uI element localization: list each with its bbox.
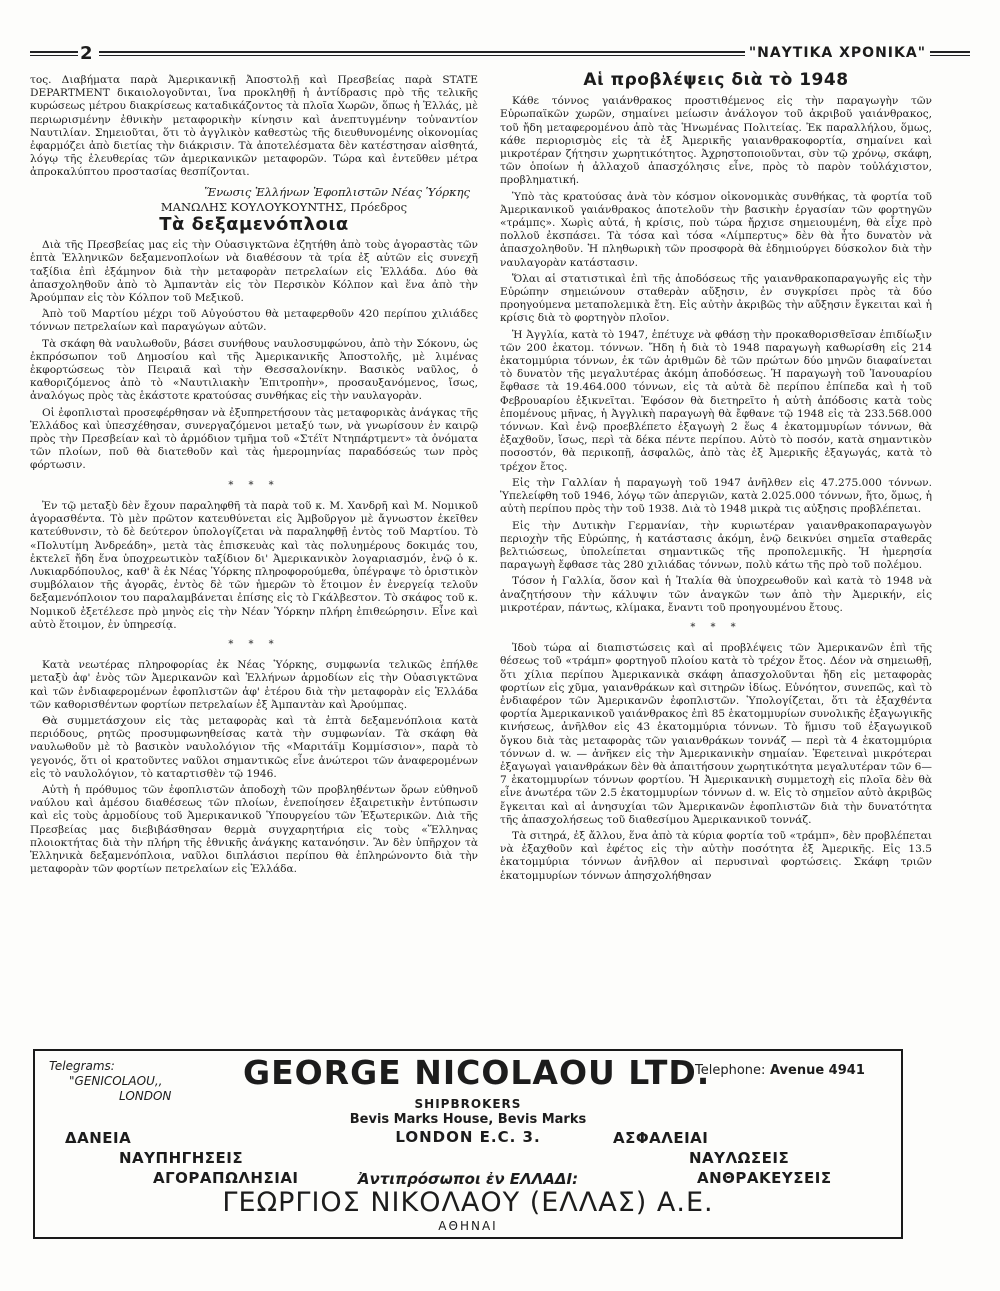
- masthead: "ΝΑΥΤΙΚΑ ΧΡΟΝΙΚΑ": [748, 45, 926, 61]
- article-paragraph: Εἰς τὴν Δυτικὴν Γερμανίαν, τὴν κυριωτέραν γαιανθρακοπαραγωγὸν περιοχὴν τῆς Εὐρώπης, ἡ κατάστασις ἀκόμη, ἐνῷ δεικνύει σημεῖα σταθερᾶς βελτιώσεως, ὑπολείπεται σημαντικῶς τῆς προπολεμικῆς. Ἡ ἡμερησία παραγωγὴ ἔφθασε τὰς 280 χιλιάδας τόννων, πολὺ κάτω τῆς πρὸ τοῦ πολέμου.: [500, 519, 932, 572]
- company-address: Bevis Marks House, Bevis Marks: [349, 1112, 587, 1127]
- signature-name: ΜΑΝΩΛΗΣ ΚΟΥΛΟΥΚΟΥΝΤΗΣ, Πρόεδρος: [160, 199, 408, 214]
- right-column: [500, 70, 932, 886]
- signature-organization: Ἕνωσις Ἑλλήνων Ἐφοπλιστῶν Νέας Ὑόρκης: [204, 184, 470, 199]
- article-paragraph: Κατὰ νεωτέρας πληροφορίας ἐκ Νέας Ὑόρκης, συμφωνία τελικῶς ἐπήλθε μεταξὺ ἀφ' ἑνὸς τῶν Ἀμερικανῶν καὶ Ἑλλήνων ἁρμοδίων εἰς τὴν Οὐασιγκτῶνα καὶ τῶν ἐνδιαφερομένων ἐφοπλιστῶν ἀφ' ἑτέρου διὰ τὴν μεταφορὰν εἰς Ἑλλάδα τῶν καθορισθέντων φορτίων πετρελαίων ἐξ Ἀμπαντὰν καὶ Ἀρούμπας.: [30, 659, 478, 711]
- article-paragraph: Οἱ ἐφοπλισταὶ προσεφέρθησαν νὰ ἐξυπηρετήσουν τὰς μεταφορικὰς ἀνάγκας τῆς Ἑλλάδος καὶ ὑπεσχέθησαν, συνεργαζόμενοι μεταξύ των, νὰ γνωρίσουν ἐν καιρῷ πρὸς τὴν Πρεσβείαν καὶ τὸ ἁρμόδιον τμῆμα τοῦ «Στέϊτ Ντηπάρτμεντ» τὰ ὀνόματα τῶν πλοίων, ποῦ θὰ διατεθοῦν καὶ τὰς ἡμερομηνίας παραδόσεώς των πρὸς φόρτωσιν.: [30, 406, 478, 472]
- forecast-heading: Αἱ προβλέψεις διὰ τὸ 1948: [583, 70, 849, 90]
- article-paragraph: Τόσον ἡ Γαλλία, ὅσον καὶ ἡ Ἰταλία θὰ ὑποχρεωθοῦν καὶ κατὰ τὸ 1948 νὰ ἀναζητήσουν τὴν κάλυψιν τῶν ἀναγκῶν των ἀπὸ τὴν Ἀμερικήν, εἰς μικροτέραν, πάντως, κλίμακα, ἔναντι τοῦ προηγουμένου ἔτους.: [500, 575, 932, 614]
- company-name: GEORGE NICOLAOU LTD.: [243, 1053, 711, 1092]
- article-paragraph: Διὰ τῆς Πρεσβείας μας εἰς τὴν Οὐασιγκτῶνα ἐζητήθη ἀπὸ τοὺς ἀγοραστὰς τῶν ἑπτὰ Ἑλληνικῶν δεξαμενοπλοίων νὰ διαθέσουν τὰ τρία ἐξ αὐτῶν εἰς συνεχῆ ταξίδια ἐπὶ ἑξάμηνον διὰ τὴν μεταφορὰν πετρελαίων εἰς Ἑλλάδα. Δύο θὰ ἀπασχοληθοῦν ἀπὸ τὸ Ἀμπαντὰν εἰς τὸν Περσικὸν Κόλπον καὶ ἕνα ἀπὸ τὴν Ἀρούμπαν εἰς τὸν Κόλπον τοῦ Μεξικοῦ.: [30, 239, 478, 305]
- tankers-heading: Τὰ δεξαμενόπλοια: [159, 214, 349, 236]
- article-paragraph: Κάθε τόννος γαιάνθρακος προστιθέμενος εἰς τὴν παραγωγὴν τῶν Εὐρωπαϊκῶν χωρῶν, σημαίνει μείωσιν ἀνάλογον τοῦ ἀκριβοῦ γαιάνθρακος, τοῦ ἤδη μεταφερομένου ἀπὸ τὰς Ἡνωμένας Πολιτείας. Ἐκ παραλλήλου, ὅμως, κάθε περιορισμὸς εἰς τὰ ἐξ Ἀμερικῆς γαιανθρακοφορτία, σημαίνει καὶ μικροτέραν ζήτησιν χωρητικότητος. Ἀχρηστοποιοῦνται, σὺν τῷ χρόνῳ, σκάφη, τῶν ὁποίων ἡ ἀλλαχοῦ ἀπασχόλησις εἶνε, πρὸς τὸ παρὸν τοὐλάχιστον, προβληματική.: [500, 95, 932, 187]
- section-separator: * * *: [228, 479, 280, 491]
- left-column: [30, 74, 478, 879]
- article-paragraph: Ὑπὸ τὰς κρατούσας ἀνὰ τὸν κόσμον οἰκονομικὰς συνθήκας, τὰ φορτία τοῦ Ἀμερικανικοῦ γαιάνθρακος ἀποτελοῦν τὴν βασικὴν ἐργασίαν τῶν φορτηγῶν «τράμπς». Χωρὶς αὐτά, ἡ κρίσις, ποὺ τώρα ἤρχισε σημειουμένη, θὰ εἶχε πρὸ πολλοῦ ἐκσπάσει. Τὰ τόσα καὶ τόσα «Λίμπερτυς» δὲν θὰ ἦτο δυνατὸν νὰ ἀπασχοληθοῦν. Ἡ πληθωρικὴ τῶν προσφορὰ θὰ ἐδημιούργει δύσκολον διὰ τὴν ναυλαγορὰν κατάστασιν.: [500, 190, 932, 269]
- telephone-value: Avenue 4941: [769, 1063, 865, 1078]
- header-rule-right: [930, 51, 970, 56]
- article-paragraph: Τὰ σκάφη θὰ ναυλωθοῦν, βάσει συνήθους ναυλοσυμφώνου, ἀπὸ τὴν Σόκονυ, ὡς ἐκπρόσωπον τοῦ Δημοσίου καὶ τῆς Ἀμερικανικῆς Ἀποστολῆς, μὲ λιμένας ἐκφορτώσεως τὸν Πειραιᾶ καὶ τὴν Θεσσαλονίκην. Βασικὸς ναῦλος, ὁ καθοριζόμενος ἀπὸ τὸ «Ναυτιλιακὴν Ἐπιτροπὴν», προσαυξανόμενος, ἴσως, ἀναλόγως πρὸς τὰς ἑκάστοτε κρατούσας συνθήκας εἰς τὴν ναυλαγορὰν.: [30, 337, 478, 403]
- service-insurance: ΑΣΦΑΛΕΙΑΙ: [613, 1129, 709, 1147]
- service-chartering: ΝΑΥΛΩΣΕΙΣ: [689, 1149, 790, 1167]
- header-rule-middle: [99, 51, 745, 56]
- page-number: 2: [80, 42, 93, 64]
- business-type: SHIPBROKERS: [414, 1097, 522, 1111]
- article-paragraph: Ἡ Ἀγγλία, κατὰ τὸ 1947, ἐπέτυχε νὰ φθάσῃ τὴν προκαθορισθεῖσαν ἐπιδίωξιν τῶν 200 ἑκατομ. τόννων. Ἤδη ἡ διὰ τὸ 1948 παραγωγὴ καθωρίσθη εἰς 214 ἑκατομμύρια τόννων, ἐκ τῶν ἀριθμῶν δὲ τῶν πρώτων δύο μηνῶν διαφαίνεται τὸ δυνατὸν τῆς μεγαλυτέρας ἀκόμη ἀποδόσεως. Ἡ παραγωγὴ τοῦ Ἰανουαρίου ἔφθασε τὰ 19.464.000 τόννων, εἰς τὰ αὐτὰ δὲ περίπου ἐπίπεδα καὶ ἡ τοῦ Φεβρουαρίου ἐξικνεῖται. Ἐφόσον θὰ διετηρεῖτο ἡ αὐτὴ ἀπόδοσις κατὰ τοὺς ἑπομένους μῆνας, ἡ Ἀγγλικὴ παραγωγὴ θὰ ἔφθανε τῷ 1948 εἰς τὰ 233.568.000 τόννων. Καὶ ἐνῷ προεβλέπετο ἐξαγωγὴ 2 ἕως 4 ἑκατομμυρίων τόννων, θὰ ἐξαχθοῦν, ἴσως, περὶ τὰ δέκα πέντε περίπου. Αὐτὸ τὸ ποσόν, κατὰ σημαντικὸν ποσοστόν, θὰ περικοπῇ, ἀσφαλῶς, ἀπὸ τὰς ἐξ Ἀμερικῆς ἐξαγωγάς, κατὰ τὸ τρέχον ἔτος.: [500, 328, 932, 473]
- article-paragraph: Ὅλαι αἱ στατιστικαὶ ἐπὶ τῆς ἀποδόσεως τῆς γαιανθρακοπαραγωγῆς εἰς τὴν Εὐρώπην σημειώνουν σταθερὰν αὔξησιν, ἐν συγκρίσει πρὸς τὰ δύο προηγούμενα μεταπολεμικὰ ἔτη. Εἰς αὐτὴν ἀκριβῶς τὴν αὔξησιν ἔγκειται καὶ ἡ κρίσις διὰ τὸ φορτηγὸν πλοῖον.: [500, 272, 932, 325]
- telegrams-address: "GENICOLAOU,,: [69, 1074, 163, 1088]
- article-paragraph: Τὰ σιτηρά, ἐξ ἄλλου, ἕνα ἀπὸ τὰ κύρια φορτία τοῦ «τράμπ», δὲν προβλέπεται νὰ ἐξαχθοῦν καὶ ἐφέτος εἰς τὴν αὐτὴν ποσότητα ἐξ Ἀμερικῆς. Εἰς 13.5 ἑκατομμύρια τόννων ἀνῆλθον αἱ περυσιναὶ φορτώσεις. Σκάφη τριῶν ἑκατομμυρίων τόννων ἀπησχολήθησαν: [500, 829, 932, 882]
- article-paragraph: Θὰ συμμετάσχουν εἰς τὰς μεταφορὰς καὶ τὰ ἑπτὰ δεξαμενόπλοια κατὰ περιόδους, ρητῶς προσυμφωνηθείσας κατὰ τὴν συμφωνίαν. Τὰ σκάφη θὰ ναυλωθοῦν μὲ τὸ βασικὸν ναυλολόγιον τῆς «Μαριτάϊμ Κομμίσσιον», παρὰ τὸ γεγονός, ὅτι οἱ κρατοῦντες ναῦλοι σημαντικῶς εἶνε ἀνώτεροι τῶν ἀναφερομένων εἰς τὸ ναυλολόγιον, τὸ καταρτισθὲν τῷ 1946.: [30, 714, 478, 780]
- article-paragraph: Ἰδοὺ τώρα αἱ διαπιστώσεις καὶ αἱ προβλέψεις τῶν Ἀμερικανῶν ἐπὶ τῆς θέσεως τοῦ «τράμπ» φορτηγοῦ πλοίου κατὰ τὸ τρέχον ἔτος. Δέον νὰ σημειωθῇ, ὅτι χίλια περίπου Ἀμερικανικὰ σκάφη ἀπασχολοῦνται ἤδη εἰς μεταφορὰς φορτίων εἰς χῦμα, γαιανθράκων καὶ σιτηρῶν ἰδίως. Εὐνόητον, συνεπῶς, καὶ τὸ ἐνδιαφέρον τῶν Ἀμερικανῶν ἐφοπλιστῶν. Ὑπολογίζεται, ὅτι τὰ ἐξαχθέντα φορτία Ἀμερικανικοῦ γαιάνθρακος ἐπὶ 85 ἑκατομμυρίων συνολικῆς ἐξαγωγικῆς κινήσεως, ἀνῆλθον εἰς 43 ἑκατομμύρια τόννων. Τὸ ἥμισυ τοῦ ἐξαγωγικοῦ ὄγκου διὰ τὰς μεταφορὰς τῶν γαιανθράκων τοννάζ — περὶ τὰ 4 ἑκατομμύρια τόννων d. w. — ἀνῆκεν εἰς τὴν Ἀμερικανικὴν σημαίαν. Ἐφετειναὶ μικρότεραι ἐξαγωγαὶ γαιανθράκων δὲν θὰ ἀπαιτήσουν χωρητικότητα μεγαλυτέραν τῶν 6—7 ἑκατομμυρίων τόννων φορτίου. Ἡ Ἀμερικανικὴ συμμετοχὴ εἰς πλοῖα δὲν θὰ εἶνε ἀνωτέρα τῶν 2.5 ἑκατομμυρίων τόννων d. w. Εἰς τὸ σημεῖον αὐτὸ ἀκριβῶς ἔγκειται καὶ αἱ ἀνησυχίαι τῶν Ἀμερικανῶν ἐφοπλιστῶν διὰ τὴν δυνατότητα τῆς ἀπασχολήσεως τοῦ διαθεσίμου Ἀμερικανικοῦ τοννάζ.: [500, 642, 932, 826]
- page-header: [30, 42, 970, 64]
- section-separator: * * *: [690, 621, 742, 633]
- article-paragraph: Εἰς τὴν Γαλλίαν ἡ παραγωγὴ τοῦ 1947 ἀνῆλθεν εἰς 47.275.000 τόννων. Ὑπελείφθη τοῦ 1946, λόγῳ τῶν ἀπεργιῶν, κατὰ 2.025.000 τόννων, ἤτο, ὅμως, ἡ αὐτὴ περίπου πρὸς τὴν τοῦ 1938. Διὰ τὸ 1948 μικρὰ τις αὐξησις προβλέπεται.: [500, 476, 932, 516]
- article-paragraph: Αὐτὴ ἡ πρόθυμος τῶν ἐφοπλιστῶν ἀποδοχὴ τῶν προβληθέντων ὅρων εὐθηνοῦ ναύλου καὶ ἀμέσου διαθέσεως τῶν πλοίων, ἐνεποίησεν ἐξαιρετικὴν ἐντύπωσιν καὶ εἰς τοὺς ἁρμοδίους τοῦ Ἀμερικανικοῦ Ὑπουργείου τῶν Ἐξωτερικῶν. Διὰ τῆς Πρεσβείας μας διεβιβάσθησαν θερμὰ συγχαρητήρια εἰς τοὺς «Ἕλληνας πλοιοκτήτας διὰ τὴν πλήρη τῆς ἐθνικῆς ἀνάγκης κατανόησιν. Ἂν δὲν ὑπῆρχον τὰ Ἑλληνικὰ δεξαμενόπλοια, ναῦλοι διπλάσιοι περίπου θὰ ἐπληρώνοντο διὰ τὴν μεταφορὰν τῶν φορτίων πετρελαίων εἰς Ἑλλάδα.: [30, 783, 478, 876]
- article-paragraph: Ἐν τῷ μεταξὺ δὲν ἔχουν παραληφθῆ τὰ παρὰ τοῦ κ. Μ. Χανδρῆ καὶ Μ. Νομικοῦ ἀγορασθέντα. Τὸ μὲν πρῶτον κατευθύνεται εἰς Ἀμβοῦργον μὲ ἄγνωστον ἐκεῖθεν κατεύθυνσιν, τὸ δὲ δεύτερον ὑπολογίζεται νὰ παραληφθῇ ἐντὸς τοῦ Μαρτίου. Τὸ «Πολυτίμη Ἀνδρεάδη», μετὰ τὰς ἐπισκευὰς καὶ τὰς πολυημέρους δοκιμάς του, ἐκτελεῖ ἤδη ἕνα ὑποχρεωτικὸν ταξίδιον δι' Ἀμερικανικὸν λογαριασμόν, ἐνῷ ὁ κ. Λυκιαρδόπουλος, καθ' ἃ ἐκ Νέας Ὑόρκης πληροφορούμεθα, ὑπέγραψε τὸ ὁριστικὸν συμβόλαιον τῆς ἀγορᾶς, ἐντὸς δὲ τῶν ἡμερῶν τὸ ἕτοιμον ἐν ἐνεργείᾳ τελοῦν δεξαμενόπλοιον του παραλαμβάνεται ἐπίσης εἰς τὸ Γκάλβεστον. Τὸ σκάφος τοῦ κ. Νομικοῦ ἐξετέλεσε πρὸ μηνὸς εἰς τὴν Νέαν Ὑόρκην πλήρη ἐπιθεώρησιν. Εἶνε καὶ αὐτὸ ἕτοιμον, ἐν ὑπηρεσίᾳ.: [30, 499, 478, 631]
- telephone: [695, 1063, 865, 1078]
- greek-company-name: ΓΕΩΡΓΙΟΣ ΝΙΚΟΛΑΟΥ (ΕΛΛΑΣ) Α.Ε.: [222, 1187, 714, 1218]
- header-rule-left: [30, 51, 78, 56]
- company-city: LONDON E.C. 3.: [395, 1128, 541, 1146]
- service-coaling: ΑΝΘΡΑΚΕΥΣΕΙΣ: [697, 1169, 832, 1187]
- service-shipbuilding: ΝΑΥΠΗΓΗΣΕΙΣ: [119, 1149, 244, 1167]
- telegrams-label: Telegrams:: [49, 1059, 115, 1073]
- section-separator: * * *: [228, 638, 280, 650]
- service-loans: ΔΑΝΕΙΑ: [65, 1129, 132, 1147]
- service-sale-purchase: ΑΓΟΡΑΠΩΛΗΣΙΑΙ: [153, 1169, 299, 1187]
- telephone-label: Telephone:: [695, 1063, 766, 1078]
- article-paragraph: Ἀπὸ τοῦ Μαρτίου μέχρι τοῦ Αὐγούστου θὰ μεταφερθοῦν 420 περίπου χιλιάδες τόννων πετρελαίων καὶ παραγώγων αὐτῶν.: [30, 308, 478, 334]
- telegrams-city: LONDON: [119, 1089, 172, 1103]
- greek-company-city: ΑΘΗΝΑΙ: [438, 1219, 498, 1233]
- shipbroker-advertisement: [33, 1049, 903, 1239]
- intro-paragraph: τος. Διαβήματα παρὰ Ἀμερικανικῇ Ἀποστολῇ καὶ Πρεσβείας παρὰ STATE DEPARTMENT δικαιολογοῦνται, ἵνα προκληθῇ ἡ ἀντίδρασις πρὸ τῆς τελικῆς κυρώσεως μέτρου διακρίσεως καταδικάζοντος τὰ πλοῖα Χωρῶν, ὅπως ἡ Ἑλλάς, μὲ περιωρισμένην ἐθνικὴν μεταφορικὴν κίνησιν καὶ ἀνεπτυγμένην τοὐναντίον Ναυτιλίαν. Σημειοῦται, ὅτι τὸ ἀγγλικὸν καθεστὼς τῆς διευθυνομένης οἰκονομίας ἐφαρμόζει ἀπὸ διετίας τὴν διάκρισιν. Τὰ ἀποτελέσματα δὲν κατέστησαν αἰσθητά, λόγῳ τῆς ἐλευθερίας τῶν ἀμερικανικῶν μεταφορῶν. Τώρα καὶ ἐντεῦθεν μέτρα ἀπροκαλύπτου προστασίας θεσπίζονται.: [30, 74, 478, 179]
- representatives-label: Ἀντιπρόσωποι ἐν ΕΛΛΑΔΙ:: [357, 1170, 579, 1188]
